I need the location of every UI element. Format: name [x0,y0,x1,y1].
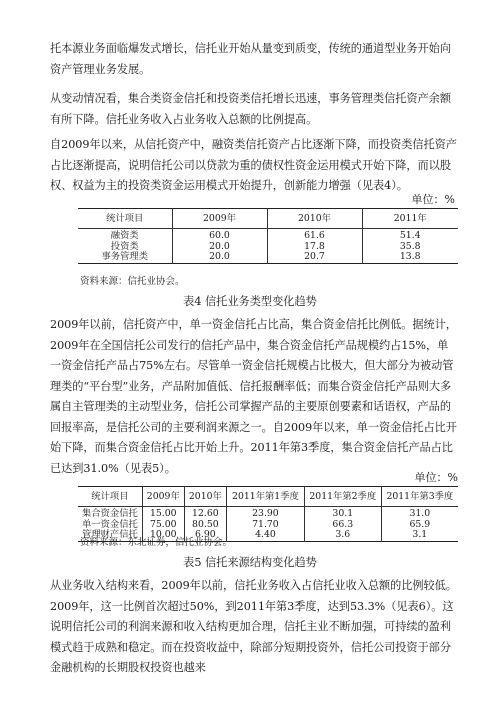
table-cell: 71.70 [226,520,304,531]
paragraph-fund-source: 2009年以前，信托资产中，单一资金信托占比高，集合资金信托比例低。据统计，2009年在全国信托公司发行的信托产品中，集合资金信托产品规模约占15%，单一资金信托产品占75%左右。尽管单一资金信托规模占比极大，但大部分为被动管理类的“平台型”业务，产品附加值低、信托报酬率低；而集合资金信托产品则大多属自主管理类的主动型业务，信托公司掌握产品的主要原创要素和话语权，产品的回报率高，是信托公司的主要利润来源之一。自2009年以来，单一资金信托占比开始下降，而集合资金信托占比开始上升。2011年第3季度，集合资金信托产品占比已达到31.0%（见表5）。 [50,318,457,475]
paragraph-asset-management: 托本源业务面临爆发式增长，信托业开始从量变到质变，传统的通道型业务开始向资产管理业务发展。 [50,42,451,76]
table5-header-cell: 2011年第1季度 [226,487,304,507]
table-cell: 20.0 [172,242,267,253]
table5-header-row [78,487,458,507]
table-cell: 23.90 [226,507,304,520]
table-cell: 3.6 [304,530,381,541]
table-cell: 管理财产信托 [82,529,138,540]
table-cell: 15.00 [142,507,184,520]
table-cell: 61.6 [267,229,362,242]
table-cell: 13.8 [362,252,458,263]
paragraph-business-type: 自2009年以来，从信托资产中，融资类信托资产占比逐渐下降，而投资类信托资产占比逐渐提高，说明信托公司以贷款为重的债权性资金运用模式开始下降，而以股权、权益为主的投资类资金运用模式开始提升，创新能力增强（见表4）。 [50,138,457,192]
table4-header-row [78,209,458,229]
table5-source: 资料来源：东北证券，信托业协会。 [80,537,233,548]
table-cell: 75.00 [142,520,184,531]
table4-caption: 表4 信托业务类型变化趋势 [183,295,317,308]
table-cell: 20.7 [267,252,362,263]
table-cell: 3.1 [381,530,458,541]
table5-caption: 表5 信托来源结构变化趋势 [183,556,317,569]
table-cell: 投资类 [110,240,139,252]
table-cell: 65.9 [381,520,458,531]
paragraph-income-structure: 从业务收入结构来看，2009年以前，信托业务收入占信托业收入总额的比例较低。2009年，这一比例首次超过50%，到2011年第3季度，达到53.3%（见表6）。这说明信托公司的利润来源和收入结构更加合理，信托主业不断加强，可持续的盈利模式趋于成熟和稳定。而在投资收益中，除部分短期投资外，信托公司投资于部分金融机构的长期股权投资也越来 [50,579,457,674]
table4-source: 资料来源：信托业协会。 [80,276,185,287]
table-row [78,252,458,263]
table5-header-cell: 统计项目 [91,491,129,502]
table-row [78,507,458,520]
table5-header-cell: 2011年第3季度 [381,487,458,507]
table-cell: 80.50 [184,520,226,531]
paragraph-change-overview: 从变动情况看，集合类资金信托和投资类信托增长迅速，事务管理类信托资产余额有所下降。信托业务收入占业务收入总额的比例提高。 [50,92,451,126]
table4-unit: 单位：% [411,193,455,206]
table5-header-cell: 2011年第2季度 [304,487,381,507]
table-cell: 35.8 [362,242,458,253]
table4-header-cell: 2010年 [267,209,362,229]
table-cell: 融资类 [110,230,139,241]
table-cell: 31.0 [381,507,458,520]
table4-header-cell: 2009年 [172,209,267,229]
table-cell: 10.00 [142,530,184,541]
table-cell: 6.90 [184,530,226,541]
table-row [78,229,458,242]
table-cell: 集合资金信托 [82,508,138,519]
table-cell: 4.40 [226,530,304,541]
table-cell: 51.4 [362,229,458,242]
table-cell: 12.60 [184,507,226,520]
table-cell: 单一资金信托 [82,518,138,530]
table-cell: 20.0 [172,252,267,263]
table-cell: 60.0 [172,229,267,242]
table5-unit: 单位：% [414,471,458,484]
table5-header-cell: 2009年 [142,487,184,507]
table4-header-cell: 统计项目 [106,213,144,224]
table-cell: 17.8 [267,242,362,253]
table-cell: 30.1 [304,507,381,520]
table-cell: 事务管理类 [101,251,148,262]
table-cell: 66.3 [304,520,381,531]
table5 [78,486,458,542]
table4-header-cell: 2011年 [362,209,458,229]
table4 [78,208,458,264]
table5-header-cell: 2010年 [184,487,226,507]
